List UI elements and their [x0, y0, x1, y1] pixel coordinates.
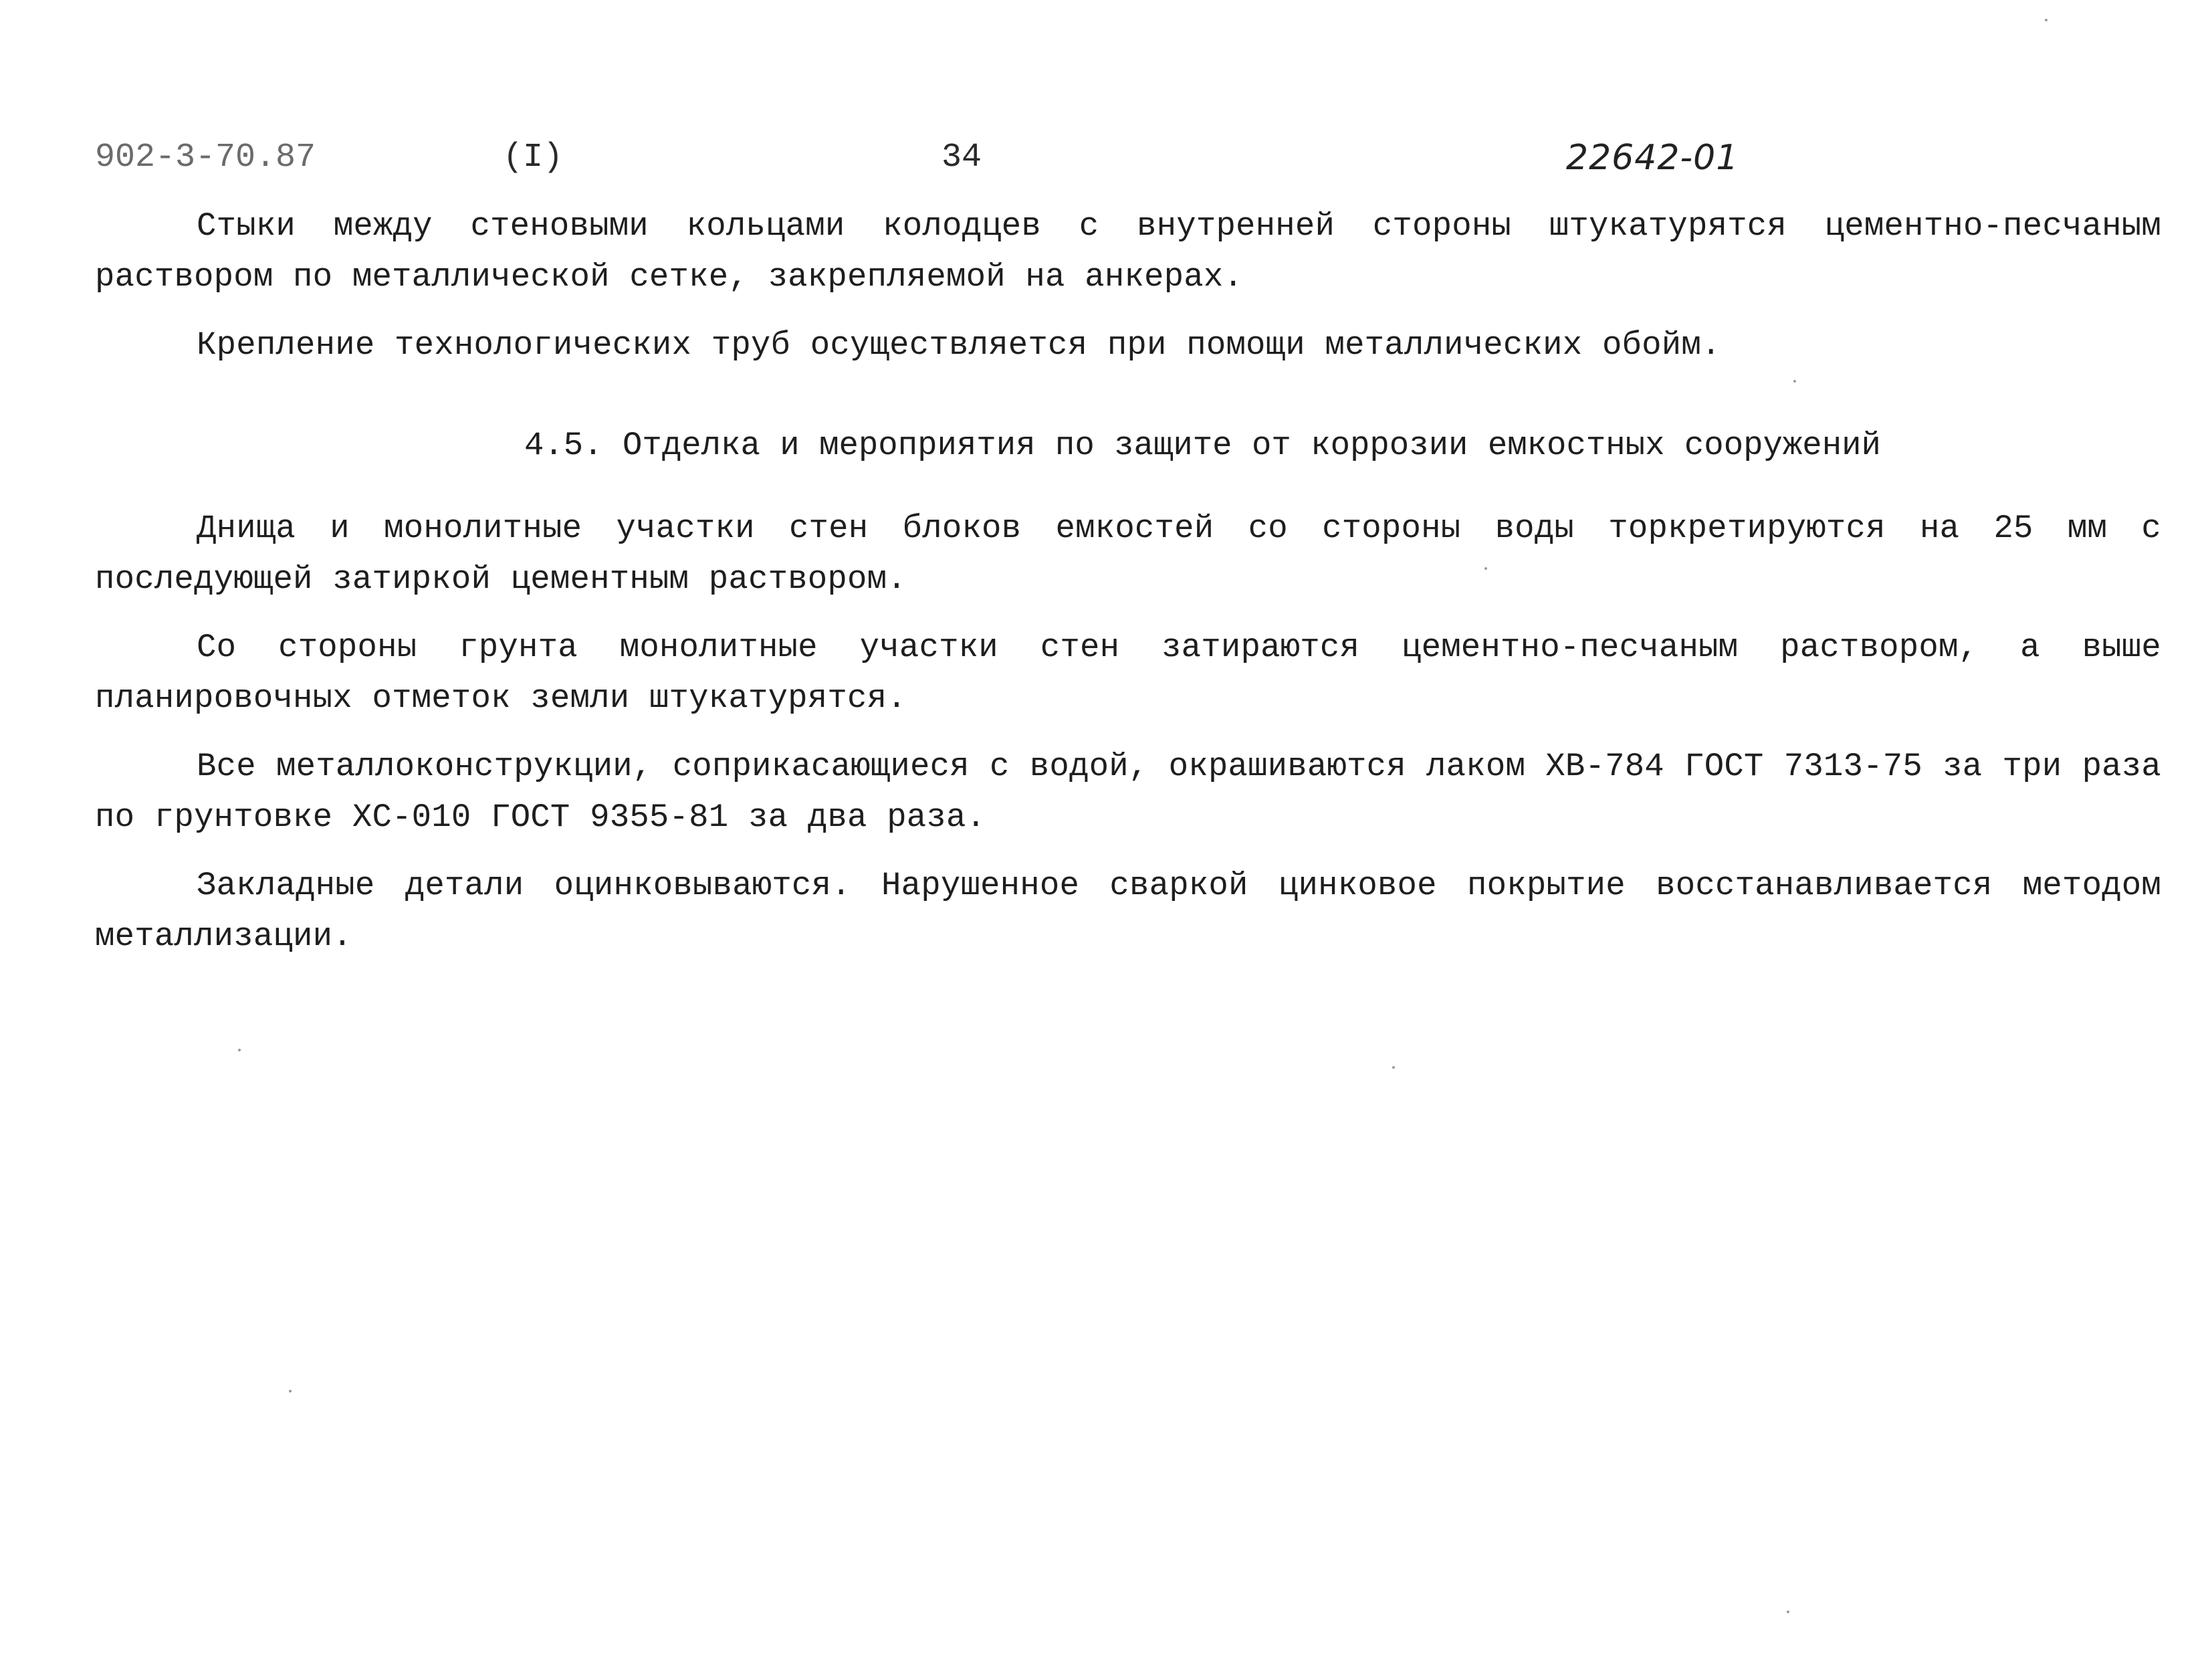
scan-speck: [238, 1049, 241, 1051]
paragraph: Все металлоконструкции, соприкасающиеся с водой, окрашиваются лаком ХВ-784 ГОСТ 7313-75 за три раза по грунтовке ХС-010 ГОСТ 9355-81 за два раза.: [95, 748, 2161, 836]
scan-speck: [1793, 380, 1796, 383]
scan-speck: [1392, 1066, 1395, 1069]
scan-speck: [1484, 567, 1487, 570]
document-part: (I): [503, 138, 564, 177]
scan-speck: [2045, 19, 2048, 21]
section-title: 4.5. Отделка и мероприятия по защите от коррозии емкостных сооружений: [524, 427, 1881, 464]
scan-speck: [1787, 1611, 1789, 1613]
paragraph: Со стороны грунта монолитные участки стен затираются цементно-песчаным раствором, а выше планировочных отметок земли штукатурятся.: [95, 629, 2161, 717]
scan-speck: [289, 1390, 292, 1392]
document-body: [95, 201, 2161, 979]
paragraph: Крепление технологических труб осуществляется при помощи металлических обойм.: [197, 326, 1721, 364]
document-code: 902-3-70.87: [95, 138, 316, 177]
page-number: 34: [942, 138, 982, 177]
document-number: 22642-01: [1566, 138, 1739, 178]
paragraph: Стыки между стеновыми кольцами колодцев с внутренней стороны штукатурятся цементно-песчаным раствором по металлической сетке, закрепляемой на анкерах.: [95, 207, 2161, 296]
paragraph: Закладные детали оцинковываются. Нарушенное сваркой цинковое покрытие восстанавливается методом металлизации.: [95, 867, 2161, 955]
page-header: [0, 131, 2212, 185]
paragraph: Днища и монолитные участки стен блоков емкостей со стороны воды торкретируются на 25 мм с последующей затиркой цементным раствором.: [95, 510, 2161, 598]
